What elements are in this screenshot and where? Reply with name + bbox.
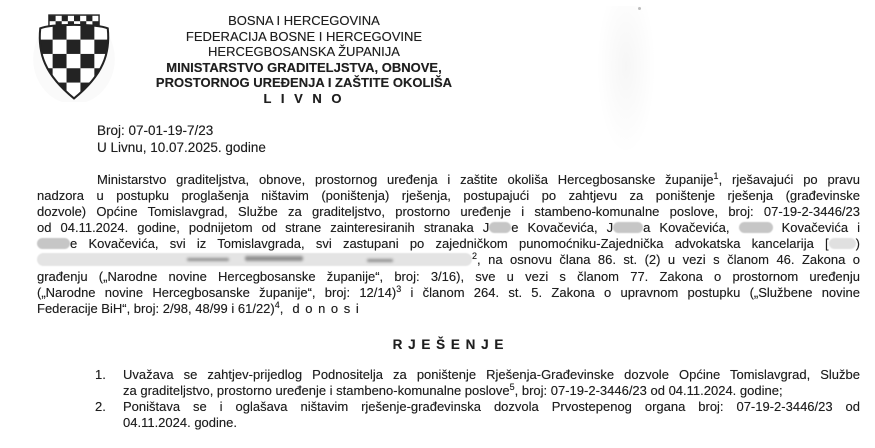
body-text: ) xyxy=(855,236,860,252)
body-text: („Narodne novine Hercegbosanske županije“, broj: 12/14) xyxy=(37,284,397,300)
header-federation: FEDERACIJA BOSNE I HERCEGOVINE xyxy=(185,28,423,44)
footnote-marker-3: 3 xyxy=(396,283,402,294)
body-line-8 xyxy=(37,285,860,301)
header-city: L I V N O xyxy=(263,90,345,106)
reference-place-date: U Livnu, 10.07.2025. godine xyxy=(97,139,266,155)
footnote-marker-4: 4 xyxy=(274,299,280,310)
redaction-blob xyxy=(489,222,511,233)
body-text: , xyxy=(279,300,284,316)
redaction-blob xyxy=(37,238,70,249)
scan-smudge xyxy=(596,6,656,156)
redaction-blob-large xyxy=(37,253,472,266)
body-paragraph xyxy=(37,172,860,317)
reference-block xyxy=(97,123,266,156)
body-text: e Kovačevića, svi iz Tomislavgrada, svi zastupani po zajedničkom punomoćniku-Zajednička advokatska kancelarija [ xyxy=(70,236,829,252)
letterhead xyxy=(88,13,520,107)
footnote-marker-1: 1 xyxy=(713,171,719,181)
footnote-marker-5: 5 xyxy=(509,382,515,393)
redaction-blob xyxy=(739,222,773,233)
redaction-blob xyxy=(829,238,856,249)
body-line-3: dozvole) Općine Tomislavgrad, Službe za graditeljstvo, prostorno uređenje i stambeno-komunalne poslove, broj: 07-19-2-3446/23 xyxy=(37,204,860,220)
body-line-6 xyxy=(37,252,860,268)
list-item-line: Uvažava se zahtjev-prijedlog Podnositelja za poništenje Rješenja-Građevinske dozvole Općine Tomislavgrad, Službe xyxy=(123,367,860,382)
body-text: Ministarstvo graditeljstva, obnove, prostornog uređenja i zaštite okoliša Hercegbosanske županije xyxy=(97,172,714,187)
body-text: i članom 264. st. 5. Zakona o upravnom postupku („Službene novine xyxy=(410,284,861,300)
footnote-marker-2: 2 xyxy=(472,251,478,262)
list-item-number: 1. xyxy=(95,367,106,382)
donosi-text: d o n o s i xyxy=(292,300,360,316)
redaction-blob xyxy=(613,222,643,233)
body-line-4 xyxy=(37,220,860,236)
body-text: , broj: 07-19-2-3446/23 od 04.11.2024. godine; xyxy=(514,383,783,399)
reference-number: Broj: 07-01-19-7/23 xyxy=(97,123,214,138)
body-text: , rješavajući po pravu xyxy=(718,172,860,187)
list-item-line: Poništava se i oglašava ništavim rješenje-građevinska dozvola Prvostepenog organa broj: 07-19-2-3446/23 od xyxy=(123,399,860,415)
body-text: , xyxy=(477,252,481,268)
body-text: od 04.11.2024. godine, podnijetom od strane zainteresiranih stranaka J xyxy=(37,220,490,236)
list-item-1 xyxy=(95,367,860,399)
header-country: BOSNA I HERCEGOVINA xyxy=(228,13,380,28)
list-item-2 xyxy=(95,399,860,431)
list-item-line xyxy=(123,383,860,399)
body-line-2: nadzora u postupku proglašenja ništavim (poništenja) rješenja, postupajući po zahtjevu za poništenje rješenja (građevinske xyxy=(37,188,860,204)
ruling-list xyxy=(95,367,860,431)
body-line-7: građenju („Narodne novine Hercegbosanske županije“, broj: 3/16), sve u vezi s članom 77. Zakona o prostornom uređenju xyxy=(37,268,860,284)
body-text: Kovačevića i xyxy=(781,220,860,236)
body-text: Federacije BiH“, broj: 2/98, 48/99 i 61/22) xyxy=(37,300,275,316)
body-text: za graditeljstvo, prostorno uređenje i stambeno-komunalne poslove xyxy=(123,383,510,399)
body-text: a Kovačevića, xyxy=(643,220,730,236)
body-text: na osnovu člana 86. st. (2) u vezi s članom 46. Zakona o xyxy=(488,252,860,268)
ruling-heading: R J E Š E N J E xyxy=(392,337,505,352)
header-canton: HERCEGBOSANSKA ŽUPANIJA xyxy=(208,44,400,60)
body-line-9 xyxy=(37,301,860,317)
body-line-1 xyxy=(37,172,860,188)
header-ministry-line1: MINISTARSTVO GRADITELJSTVA, OBNOVE, xyxy=(166,59,442,75)
header-ministry-line2: PROSTORNOG UREĐENJA I ZAŠTITE OKOLIŠA xyxy=(155,75,453,91)
scan-artifact-dot xyxy=(638,7,641,10)
list-item-number: 2. xyxy=(95,399,106,415)
list-item-line: 04.11.2024. godine. xyxy=(123,415,237,431)
body-line-5 xyxy=(37,236,860,252)
body-text: e Kovačevića, J xyxy=(511,220,614,236)
